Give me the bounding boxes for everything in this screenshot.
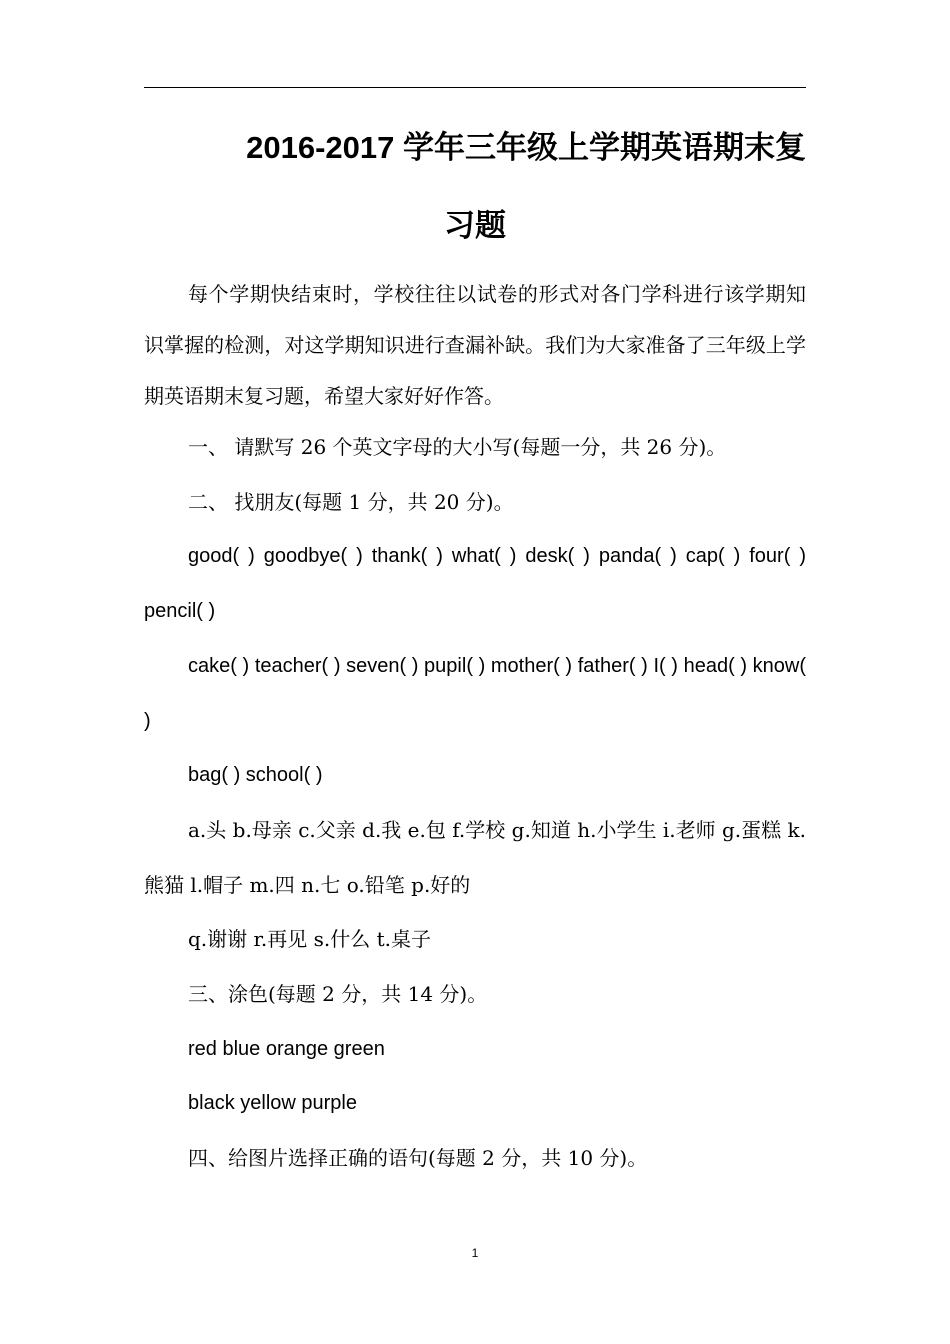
header-rule <box>144 87 806 88</box>
answer-options-line-1: a.头 b.母亲 c.父亲 d.我 e.包 f.学校 g.知道 h.小学生 i.老师 g.蛋糕 k.熊猫 l.帽子 m.四 n.七 o.铅笔 p.好的 <box>144 817 806 897</box>
document-title-line-1: 2016-2017 学年三年级上学期英语期末复 <box>246 130 806 165</box>
word-list-line-2: cake( ) teacher( ) seven( ) pupil( ) mother( ) father( ) I( ) head( ) know( ) <box>144 654 806 732</box>
color-words-line-1: red blue orange green <box>188 1037 385 1060</box>
color-words-line-2: black yellow purple <box>188 1092 357 1115</box>
question-3-heading: 三、涂色(每题 2 分，共 14 分)。 <box>188 982 488 1007</box>
word-list-line-1: good( ) goodbye( ) thank( ) what( ) desk( ) panda( ) cap( ) four( ) pencil( ) <box>144 545 806 623</box>
question-4-heading: 四、给图片选择正确的语句(每题 2 分，共 10 分)。 <box>188 1146 648 1171</box>
question-1-heading: 一、 请默写 26 个英文字母的大小写(每题一分，共 26 分)。 <box>188 435 727 459</box>
document-title-line-2: 习题 <box>444 208 506 243</box>
answer-options-line-2: q.谢谢 r.再见 s.什么 t.桌子 <box>188 927 431 952</box>
question-2-heading: 二、 找朋友(每题 1 分，共 20 分)。 <box>188 489 514 514</box>
intro-paragraph: 每个学期快结束时，学校往往以试卷的形式对各门学科进行该学期知识掌握的检测，对这学期知识进行查漏补缺。我们为大家准备了三年级上学期英语期末复习题，希望大家好好作答。 <box>144 282 806 408</box>
questions-section <box>144 420 806 1186</box>
page-number: 1 <box>471 1246 479 1260</box>
word-list-line-3: bag( ) school( ) <box>188 764 323 787</box>
